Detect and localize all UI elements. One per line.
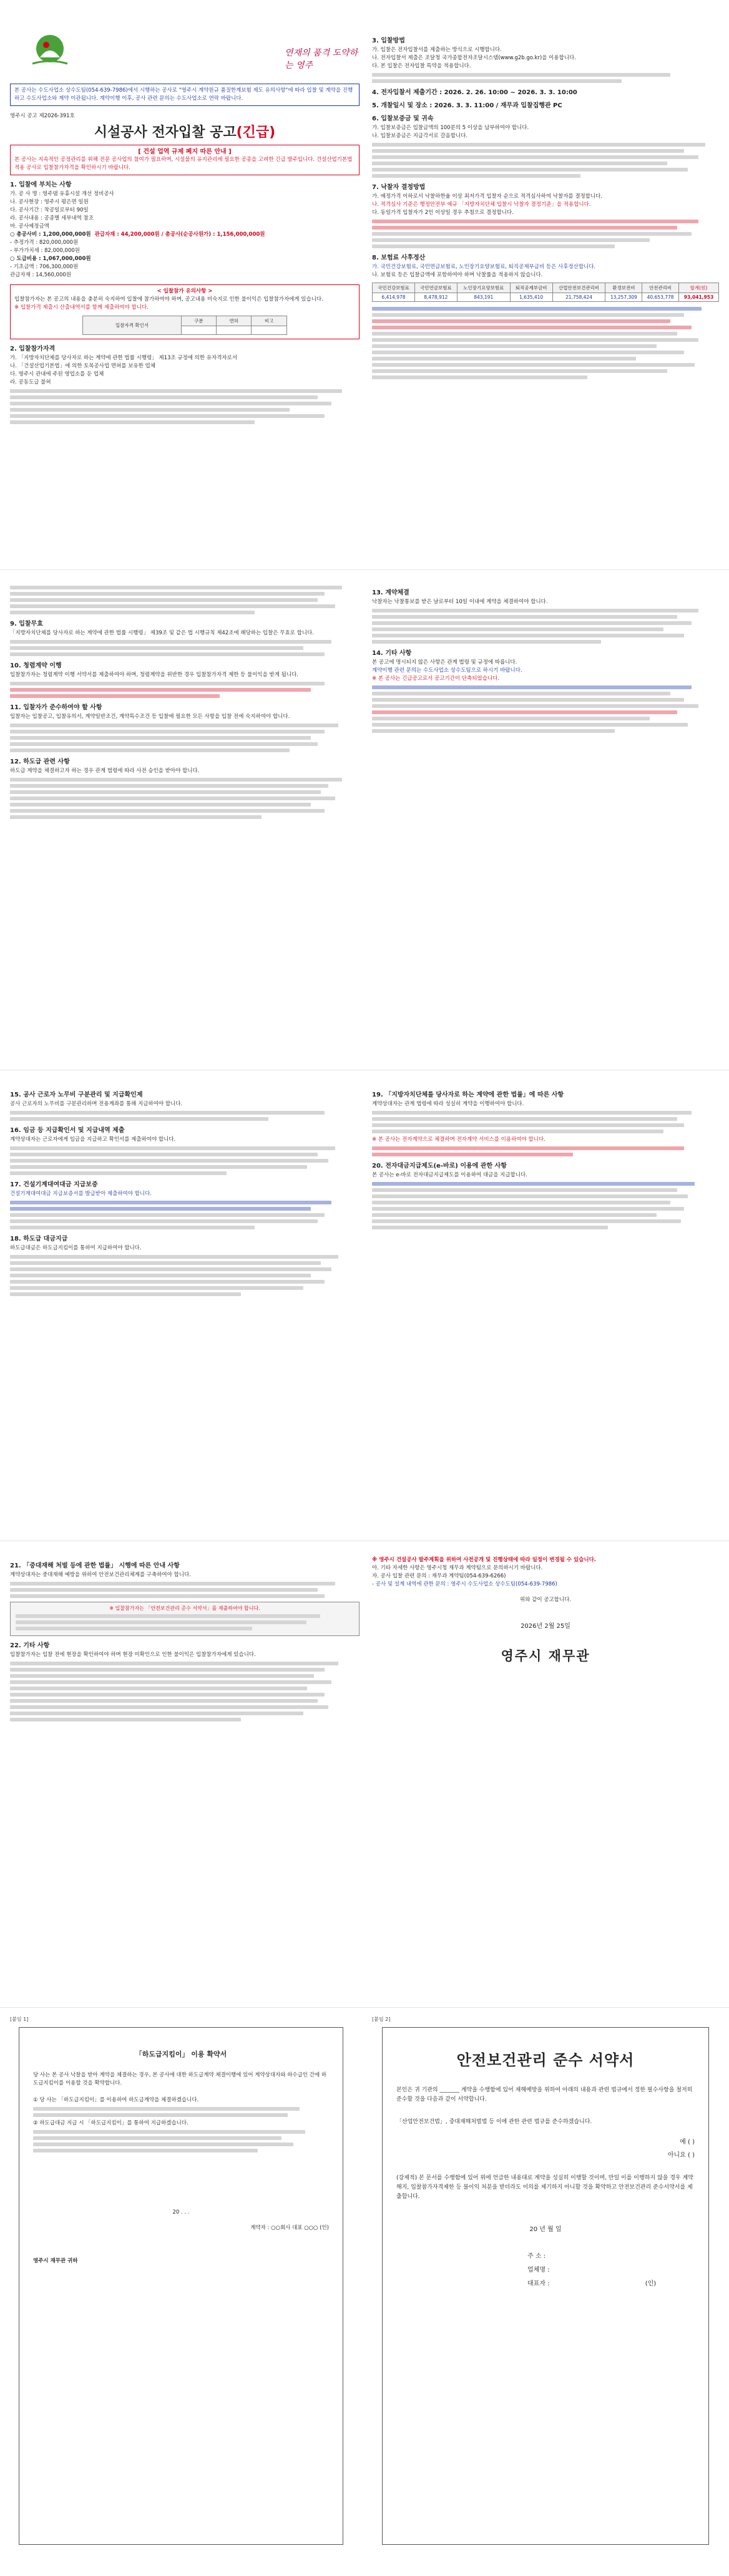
form1-addressee: 영주시 재무관 귀하: [33, 2258, 78, 2264]
text-lines: [33, 2130, 329, 2152]
section-2-heading: 2. 입찰참가자격: [10, 346, 56, 352]
insurance-val-5: 13,257,309: [605, 293, 642, 302]
text-lines: [10, 1146, 360, 1175]
form2-title: 안전보건관리 준수 서약서: [456, 2051, 635, 2069]
page2-right: [372, 583, 719, 1063]
insurance-val-6: 40,653,778: [642, 293, 679, 302]
award-item-1: 나. 적격심사 기준은 행정안전부 예규 「지방자치단체 입찰시 낙찰자 결정기준」을 적용합니다.: [372, 201, 591, 208]
item-3: 라. 공사내용 : 공종별 세부내역 참조: [10, 215, 94, 221]
subtitle-box: [10, 145, 360, 175]
bid-item-0: 가. 입찰은 전자입찰서를 제출하는 방식으로 시행합니다.: [372, 47, 502, 53]
issuing-authority: 영주시 재무관: [501, 1649, 590, 1663]
text-lines: [10, 640, 360, 656]
note-title: < 입찰참가 유의사항 >: [157, 288, 213, 294]
insurance-col-2: 노인장기요양보험료: [457, 283, 510, 293]
section-20-heading: 20. 전자대금지급제도(e-바로) 이용에 관한 사항: [372, 1163, 507, 1169]
text-lines: [33, 2107, 329, 2117]
bond-heading: 6. 입찰보증금 및 귀속: [372, 115, 434, 122]
text-lines: [372, 1182, 719, 1229]
section-11-body: 입찰자는 입찰공고, 입찰유의서, 계약일반조건, 계약특수조건 등 입찰에 필요한 모든 사항을 입찰 전에 숙지하여야 합니다.: [10, 714, 290, 720]
closing-blue: - 공사 및 설계 내역에 관한 문의 : 영주시 수도사업소 상수도팀(054-639-7986): [372, 1581, 557, 1587]
insurance-heading: 8. 보험료 사후정산: [372, 254, 426, 261]
text-lines: [16, 1614, 354, 1630]
award-item-2: 다. 동일가격 입찰자가 2인 이상일 경우 추첨으로 결정합니다.: [372, 210, 514, 216]
bid-note-box: [10, 284, 360, 339]
bid-period: 4. 전자입찰서 제출기간 : 2026. 2. 26. 10:00 ~ 2026. 3. 3. 10:00: [372, 89, 577, 96]
insurance-val-2: 843,191: [457, 293, 510, 302]
form1-sign-line: 계약자 : ○○회사 대표 ○○○ (인): [250, 2225, 329, 2231]
form2-tag: [붙임 2]: [372, 2017, 391, 2022]
text-lines: [10, 389, 360, 424]
form2-seal: (인): [645, 2280, 657, 2287]
safety-pledge-text: ※ 입찰참가자는 「안전보건관리 준수 서약서」를 제출하여야 합니다.: [109, 1605, 260, 1611]
text-lines: [10, 1111, 360, 1121]
insurance-val-1: 8,478,912: [414, 293, 457, 302]
bid-method-heading: 3. 입찰방법: [372, 37, 405, 44]
section-12-body: 하도급 계약을 체결하고자 하는 경우 관계 법령에 따라 사전 승인을 받아야 합니다.: [10, 768, 200, 774]
section-17-blue: 건설기계대여대금 지급보증서를 발급받아 제출하여야 합니다.: [10, 1191, 152, 1197]
sheet-divider: [0, 2007, 729, 2008]
text-lines: [10, 1582, 360, 1598]
section-20-body: 본 공사는 e-바로 전자대금지급제도를 이용하여 대금을 지급합니다.: [372, 1172, 527, 1178]
bid-item-2: 다. 본 입찰은 전자입찰 특약을 적용합니다.: [372, 63, 471, 69]
section-14-heading: 14. 기타 사항: [372, 650, 412, 657]
text-lines: [10, 682, 360, 698]
qualification-col-0: 구분: [181, 316, 216, 326]
form2-body: 본인은 귀 기관의 _______ 계약을 수행함에 있어 재해예방을 위하여 아래의 내용과 관련 법규에서 정한 필수사항을 철저히 준수할 것을 다음과 같이 서약합니다.: [396, 2087, 693, 2103]
logo-area: [10, 31, 360, 81]
section-14-blue: 계약이행 관련 문의는 수도사업소 상수도팀으로 하시기 바랍니다.: [372, 667, 522, 674]
notice-title: [10, 122, 360, 141]
text-lines: [10, 586, 360, 614]
insurance-val-3: 1,635,410: [510, 293, 552, 302]
section-12-heading: 12. 하도급 관련 사항: [10, 758, 70, 765]
bid-open: 5. 개찰일시 및 장소 : 2026. 3. 3. 11:00 / 재무과 입찰집행관 PC: [372, 102, 562, 109]
text-lines: [10, 1662, 360, 1721]
section-14-body: 본 공고에 명시되지 않은 사항은 관계 법령 및 규정에 따릅니다.: [372, 659, 517, 666]
insurance-table: [372, 283, 719, 302]
item-4: 마. 공사예정금액: [10, 223, 49, 230]
insurance-col-3: 퇴직공제부금비: [510, 283, 552, 293]
page4-right: [372, 1556, 719, 1993]
section-11-heading: 11. 입찰자가 준수하여야 할 사항: [10, 704, 102, 711]
text-lines: [10, 1201, 360, 1229]
insurance-table-header: [373, 283, 719, 293]
safety-pledge-box: [10, 1602, 360, 1636]
section-22-heading: 22. 기타 사항: [10, 1642, 50, 1649]
form2-address-label: 주 소 :: [527, 2253, 546, 2260]
qualification-col-2: 비고: [252, 316, 286, 326]
qualification-table-title: 입찰자격 확인서: [83, 316, 182, 335]
section-15-heading: 15. 공사 근로자 노무비 구분관리 및 지급확인제: [10, 1092, 143, 1098]
form1-item-1: ② 하도급대금 지급 시 「하도급지킴이」를 통하여 지급하겠습니다.: [33, 2120, 188, 2126]
insurance-col-total: 합계(원): [678, 283, 718, 293]
bond-item-0: 가. 입찰보증금은 입찰금액의 100분의 5 이상을 납부하여야 합니다.: [372, 125, 529, 131]
text-lines: [10, 724, 360, 752]
budget-note-1: - 추정가격 : 820,000,000원: [10, 240, 79, 246]
budget-detail: 관급자재 : 44,200,000원 / 총공사(순공사원가) : 1,156,000,000원: [94, 231, 265, 238]
text-lines: [10, 778, 360, 819]
closing-item-0: 아. 기타 자세한 사항은 영주시청 재무과 계약팀으로 문의하시기 바랍니다.: [372, 1565, 543, 1571]
subtitle: [ 건설 업역 규제 폐지 따른 안내 ]: [138, 148, 232, 155]
closing-end: 위와 같이 공고합니다.: [519, 1597, 571, 1603]
text-lines: [10, 1255, 360, 1296]
form2-law-line: 「산업안전보건법」, 중대재해처벌법 등 이에 관한 관련 법규를 준수하겠습니다.: [396, 2119, 592, 2125]
sec2-item-3: 라. 공동도급 불허: [10, 379, 51, 385]
form1-title: 「하도급지킴이」 이용 확약서: [135, 2050, 227, 2058]
closing-red: ※ 영주시 건설공사 발주계획을 위하여 사전공개 및 진행상태에 따라 일정이 변경될 수 있습니다.: [372, 1557, 597, 1563]
section-16-body: 계약상대자는 근로자에게 임금을 지급하고 확인서를 제출하여야 합니다.: [10, 1136, 176, 1143]
qualification-col-1: 면허: [217, 316, 252, 326]
item-0: 가. 공 사 명 : 영주댐 유휴시설 개선 정비공사: [10, 191, 114, 197]
insurance-item-1: 나. 보험료 등은 입찰금액에 포함하여야 하며 낙찰률을 적용하지 않습니다.: [372, 272, 543, 278]
form1-tag: [붙임 1]: [10, 2017, 29, 2022]
section-1-heading: 1. 입찰에 부치는 사항: [10, 182, 72, 188]
page2-left: [10, 583, 360, 1063]
subtitle-body: 본 공사는 지속적인 공정관리를 위해 전문 공사업의 참여가 필요하며, 시설물의 유지관리에 필요한 공종을 고려한 긴급 발주입니다. 건설산업기본법 적용 공사로 입찰참가자격을 확인하시기 바랍니다.: [14, 157, 353, 171]
section-21-body: 계약상대자는 중대재해 예방을 위하여 안전보건관리체계를 구축하여야 합니다.: [10, 1572, 191, 1578]
insurance-val-0: 6,414,978: [373, 293, 415, 302]
sec2-item-1: 나. 「건설산업기본법」에 의한 토목공사업 면허를 보유한 업체: [10, 363, 155, 369]
notice-date: 2026년 2월 25일: [521, 1623, 570, 1630]
award-item-0: 가. 예정가격 이하로서 낙찰하한율 이상 최저가격 입찰자 순으로 적격심사하여 낙찰자를 결정합니다.: [372, 193, 603, 200]
notice-title-tag: (긴급): [236, 125, 276, 140]
notice-number: 영주시 공고 제2026-391호: [10, 113, 75, 119]
page4-left: [10, 1556, 360, 1993]
insurance-col-6: 안전관리비: [642, 283, 679, 293]
sec2-item-0: 가. 「지방자치단체를 당사자로 하는 계약에 관한 법률 시행령」 제13조 규정에 의한 유자격자로서: [10, 355, 238, 361]
section-9-body: 「지방자치단체를 당사자로 하는 계약에 관한 법률 시행령」 제39조 및 같은 법 시행규칙 제42조에 해당하는 입찰은 무효로 합니다.: [10, 630, 314, 636]
note-red: ※ 입찰가격 제출시 산출내역서를 함께 제출하여야 합니다.: [14, 304, 149, 311]
intro-text: 본 공사는 수도사업소 상수도팀(054-639-7986)에서 시행하는 공사로 "영주시 계약원규 품질한계보험 제도 유의사항"에 따라 입찰 및 계약을 진행하고 수도사업소와 계약 이관됩니다. 계약이행 이후, 공사 관련 문의는 수도사업소로 연락 바랍니다.: [14, 87, 353, 102]
intro-box: [10, 84, 360, 106]
section-14-red: ※ 본 공사는 긴급공고로서 공고기간이 단축되었습니다.: [372, 675, 499, 682]
text-lines: [372, 73, 719, 83]
section-19-heading: 19. 「지방자치단체를 당사자로 하는 계약에 관한 법률」에 따른 사항: [372, 1092, 564, 1098]
text-lines: [372, 307, 719, 379]
text-lines: [372, 220, 719, 248]
section-21-heading: 21. 「중대재해 처벌 등에 관한 법률」 시행에 따른 안내 사항: [10, 1562, 180, 1569]
budget-note-2: - 부가가치세 : 82,000,000원: [10, 248, 80, 254]
qualification-table: [82, 316, 287, 335]
sheet-divider: [0, 569, 729, 570]
form1: [19, 2027, 343, 2545]
section-10-body: 입찰참가자는 청렴계약 이행 서약서를 제출하여야 하며, 청렴계약을 위반한 경우 입찰참가자격 제한 등 불이익을 받게 됩니다.: [10, 672, 298, 678]
text-lines: [372, 609, 719, 644]
insurance-col-4: 산업안전보건관리비: [552, 283, 605, 293]
section-13-body: 낙찰자는 낙찰통보를 받은 날로부터 10일 이내에 계약을 체결하여야 합니다.: [372, 599, 548, 605]
section-15-body: 공사 근로자의 노무비를 구분관리하며 전용계좌를 통해 지급하여야 합니다.: [10, 1101, 183, 1107]
note-body: 입찰참가자는 본 공고의 내용을 충분히 숙지하여 입찰에 참가하여야 하며, 공고내용 미숙지로 인한 불이익은 입찰참가자에게 있습니다.: [14, 296, 323, 303]
budget-label: [10, 231, 360, 239]
form2: [382, 2027, 709, 2545]
sec2-item-2: 다. 영주시 관내에 주된 영업소를 둔 업체: [10, 371, 104, 377]
section-18-heading: 18. 하도급 대금지급: [10, 1236, 68, 1242]
form2-company-label: 업체명 :: [527, 2267, 550, 2273]
section-19-body: 계약상대자는 관계 법령에 따라 성실히 계약을 이행하여야 합니다.: [372, 1101, 524, 1107]
section-19-red: ※ 본 공사는 전자계약으로 체결하며 전자계약 서비스를 이용하여야 합니다.: [372, 1136, 546, 1143]
section-13-heading: 13. 계약체결: [372, 589, 409, 596]
yeongju-logo-icon: [21, 31, 84, 75]
text-lines: [372, 685, 719, 733]
form1-body: 당 사는 본 공사 낙찰을 받아 계약을 체결하는 경우, 본 공사에 대한 하도급계약 체결이행에 있어 계약상대자와 하수급인 간에 하도급지킴이를 이용할 것을 확약합니다.: [33, 2072, 327, 2086]
form2-representative-label: 대표자 :: [527, 2280, 550, 2287]
page3-right: [372, 1085, 719, 1528]
insurance-item-0: 가. 국민건강보험료, 국민연금보험료, 노인장기요양보험료, 퇴직공제부금비 등은 사후정산합니다.: [372, 264, 596, 270]
section-9-heading: 9. 입찰무효: [10, 621, 43, 627]
insurance-col-1: 국민연금보험료: [414, 283, 457, 293]
qualification-table-header: [83, 316, 287, 326]
insurance-col-5: 환경보전비: [605, 283, 642, 293]
slogan: 연재의 품격 도약하는 영주: [285, 48, 358, 70]
form2-representative: [527, 2277, 695, 2291]
form2-warning: (강제적) 본 문서를 수행함에 있어 위에 언급한 내용대로 계약을 성실히 이행할 것이며, 만일 이를 이행하지 않을 경우 계약해지, 입찰참가자격제한 등 불이익 처분을 받더라도 이의를 제기하지 아니할 것을 확약하고 안전보건관리 준수서약서를 제출합니다.: [396, 2175, 693, 2200]
text-lines: [372, 1146, 719, 1156]
page1-left: [10, 31, 360, 561]
insurance-col-0: 국민건강보험료: [373, 283, 415, 293]
award-heading: 7. 낙찰자 결정방법: [372, 184, 426, 191]
item-1: 나. 공사현장 : 영주시 평은면 일원: [10, 199, 89, 205]
insurance-total: 93,041,953: [678, 293, 718, 302]
section-17-heading: 17. 건설기계대여대금 지급보증: [10, 1181, 98, 1188]
closing-item-1: 자. 공사 입찰 관련 문의 : 재무과 계약팀(054-639-6266): [372, 1573, 506, 1579]
form1-item-0: ① 당 사는 「하도급지킴이」를 이용하여 하도급계약을 체결하겠습니다.: [33, 2097, 199, 2103]
page3-left: [10, 1085, 360, 1528]
form2-signature-block: [527, 2250, 695, 2291]
insurance-val-4: 21,758,424: [552, 293, 605, 302]
bid-item-1: 나. 전자입찰서 제출은 조달청 국가종합전자조달시스템(www.g2b.go.kr)을 이용합니다.: [372, 55, 576, 61]
insurance-table-row: [373, 293, 719, 302]
notice-title-text: 시설공사 전자입찰 공고: [94, 125, 237, 140]
item-2: 다. 공사기간 : 착공일로부터 90일: [10, 207, 89, 213]
form1-sign-date: 20 . . .: [172, 2209, 190, 2215]
text-lines: [372, 1111, 719, 1133]
form2-no: 아니요 ( ): [667, 2152, 695, 2159]
bond-item-1: 나. 입찰보증금은 지급각서로 갈음합니다.: [372, 133, 468, 139]
budget-note-5: 관급자재 : 14,560,000원: [10, 272, 71, 278]
form2-date: 20 년 월 일: [529, 2226, 562, 2233]
section-10-heading: 10. 청렴계약 이행: [10, 662, 62, 669]
budget-note-4: - 기초금액 : 706,300,000원: [10, 264, 79, 270]
section-22-body: 입찰참가자는 입찰 전에 현장을 확인하여야 하며 현장 미확인으로 인한 불이익은 입찰참가자에게 있습니다.: [10, 1652, 256, 1658]
budget-total: ○ 총공사비 : 1,200,000,000원: [10, 231, 91, 238]
section-16-heading: 16. 임금 등 지급확인서 및 지급내역 제출: [10, 1127, 125, 1134]
section-18-body: 하도급대금은 하도급지킴이를 통하여 지급하여야 합니다.: [10, 1245, 142, 1251]
page1-right: [372, 31, 719, 561]
text-lines: [372, 143, 719, 178]
form2-yes: 예 ( ): [680, 2139, 695, 2146]
budget-note-3: ○ 도급비용 : 1,067,000,000원: [10, 256, 91, 262]
